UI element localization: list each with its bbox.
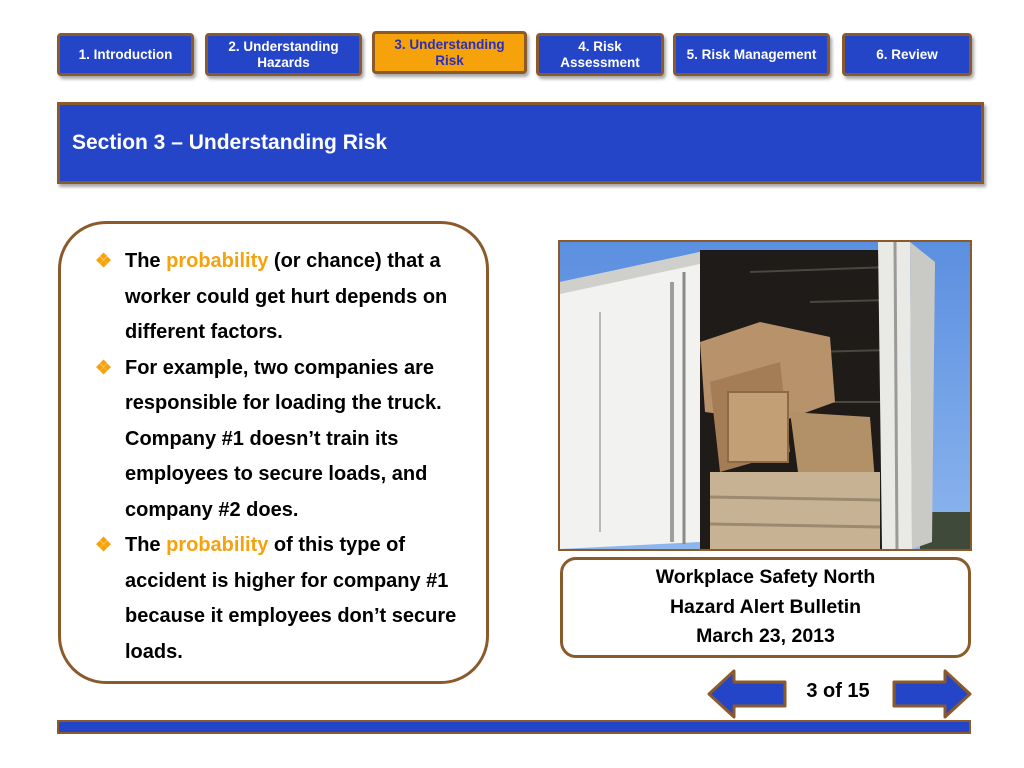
- diamond-bullet-icon: ❖: [95, 535, 113, 556]
- highlight-term: probability: [166, 534, 269, 556]
- tab-label: 6. Review: [876, 46, 938, 62]
- caption-line-date: March 23, 2013: [696, 625, 835, 648]
- caption-line-source: Workplace Safety North: [655, 566, 876, 589]
- diamond-bullet-icon: ❖: [95, 251, 113, 272]
- next-arrow-icon[interactable]: [892, 669, 972, 719]
- tab-label: 1. Introduction: [78, 46, 173, 62]
- section-banner: [57, 102, 984, 184]
- tab-label: 4. Risk Assessment: [560, 38, 640, 70]
- page-counter: 3 of 15: [806, 680, 870, 702]
- tab-label: 2. Understanding Hazards: [228, 38, 339, 70]
- bullet-item: ❖ The probability (or chance) that a worker could get hurt depends on different factors.: [95, 244, 458, 351]
- tab-understanding-hazards[interactable]: [205, 33, 362, 76]
- tab-risk-assessment[interactable]: [536, 33, 664, 76]
- bullet-item: ❖ The probability of this type of accident is higher for company #1 because it employees don’t secure loads.: [95, 528, 458, 670]
- tab-review[interactable]: [842, 33, 972, 76]
- photo-caption: [560, 557, 971, 658]
- highlight-term: probability: [166, 250, 269, 272]
- tab-understanding-risk[interactable]: [372, 31, 527, 74]
- truck-load-photo: [558, 240, 972, 551]
- footer-bar: [57, 720, 971, 734]
- tab-introduction[interactable]: [57, 33, 194, 76]
- tab-risk-management[interactable]: [673, 33, 830, 76]
- tab-label: 5. Risk Management: [686, 46, 817, 62]
- tab-label: 3. Understanding Risk: [394, 36, 505, 68]
- content-panel: [58, 221, 489, 684]
- truck-trailer-illustration: [560, 242, 970, 549]
- previous-arrow-icon[interactable]: [707, 669, 787, 719]
- bullet-item: ❖ For example, two companies are responsible for loading the truck. Company #1 doesn’t train its employees to secure loads, and company #2 does.: [95, 351, 458, 529]
- diamond-bullet-icon: ❖: [95, 357, 113, 379]
- page-title: Section 3 – Understanding Risk: [72, 131, 388, 154]
- caption-line-bulletin: Hazard Alert Bulletin: [669, 595, 862, 618]
